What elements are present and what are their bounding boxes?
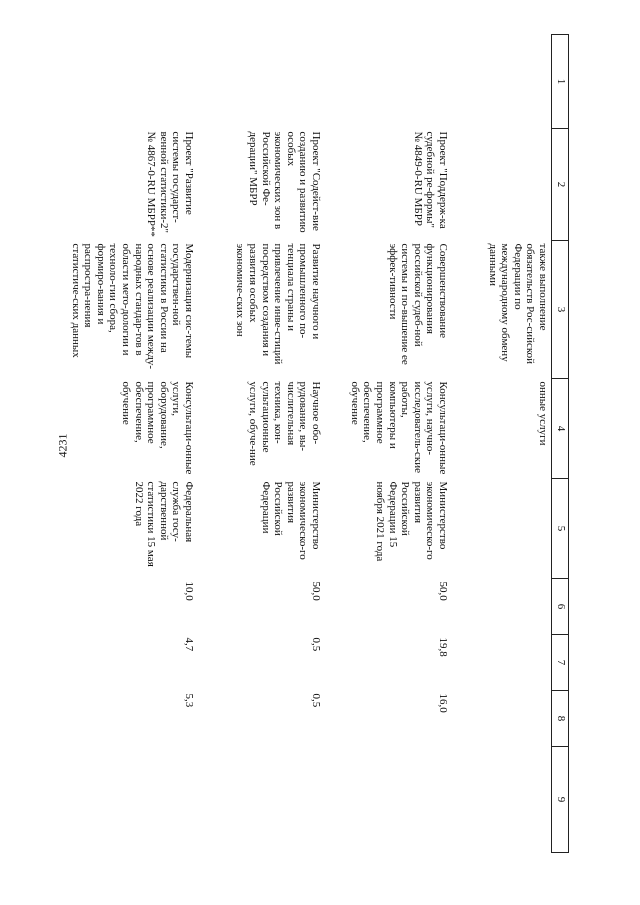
cell-goal: Развитие научного и промышленного по-тенциала страны и привлечение инве-стиций посредством создания и развития особых экономиче-ских зон xyxy=(234,243,322,365)
cell-value-7: 19,8 xyxy=(437,637,449,657)
cell-amount: 50,0 xyxy=(310,581,322,601)
cell-number xyxy=(197,35,324,129)
header-col-9: 9 xyxy=(552,747,569,853)
cell-goal: Модернизация сис-темы государствен-ной статистики в России на основе реализации между-народных стандар-тов в области мето-дологии и техноло-гии сбора, формиро-вания и распростра-нения статистиче-ских данных xyxy=(69,243,195,370)
rotated-table-container xyxy=(69,34,569,852)
table-row xyxy=(451,35,552,853)
cell-procurement: Научное обо-рудование, вы-числительная техника, кон-сультационные услуги, обуче-ние xyxy=(247,381,322,466)
cell-number xyxy=(67,35,197,129)
table-row xyxy=(67,35,197,853)
cell-executor: Министерство экономическо-го развития Российской Федерации xyxy=(259,481,322,560)
cell-procurement: Консультаци-онные услуги, научно-исследователь-ские работы, компьютеры и программное обеспечение, обучение xyxy=(348,381,449,475)
cell-value-9 xyxy=(67,747,197,853)
cell-procurement: онные услуги xyxy=(537,381,549,446)
cell-project: Проект "Поддерж-ка судебной ре-формы" № 4849-0-RU МБРР xyxy=(411,131,449,229)
cell-project xyxy=(451,129,552,241)
header-col-5: 5 xyxy=(552,479,569,579)
cell-value-9 xyxy=(451,747,552,853)
cell-goal: Совершенствование функционирования российской судеб-ной системы и по-вышение ее эффек-тивности xyxy=(386,243,449,365)
cell-executor: Федеральная служба госу-дарственной статистики 15 мая 2022 года xyxy=(132,481,195,567)
cell-value-9 xyxy=(324,747,451,853)
header-col-3: 3 xyxy=(552,241,569,379)
cell-value-8: 0,5 xyxy=(310,693,322,708)
cell-value-8: 16,0 xyxy=(437,693,449,713)
cell-number xyxy=(324,35,451,129)
header-col-7: 7 xyxy=(552,635,569,691)
header-row xyxy=(552,35,569,853)
cell-value-9 xyxy=(197,747,324,853)
cell-value-8: 5,3 xyxy=(183,693,195,708)
page-number: 4231 xyxy=(55,433,70,458)
cell-project: Проект "Содейст-вие созданию и развитию особых экономических зон в Российской Фе-дерации" МБРР xyxy=(247,131,322,233)
cell-value-7 xyxy=(451,635,552,691)
table-row xyxy=(324,35,451,853)
cell-number xyxy=(451,35,552,129)
cell-amount: 10,0 xyxy=(183,581,195,601)
cell-value-7: 4,7 xyxy=(183,637,195,652)
cell-value-8 xyxy=(451,691,552,747)
header-col-6: 6 xyxy=(552,579,569,635)
cell-executor: Министерство экономическо-го развития Российской Федерации 15 ноября 2021 года xyxy=(374,481,449,562)
cell-value-7: 0,5 xyxy=(310,637,322,652)
cell-goal: также выполнение обязательств Рос-сийской Федерации по международному обмену данными xyxy=(486,243,549,365)
cell-amount: 50,0 xyxy=(437,581,449,601)
cell-procurement: Консультаци-онные услуги, оборудование, программное обеспечение, обучение xyxy=(120,381,195,475)
header-col-8: 8 xyxy=(552,691,569,747)
projects-table xyxy=(67,34,569,853)
header-col-1: 1 xyxy=(552,35,569,129)
cell-executor xyxy=(451,479,552,579)
cell-amount xyxy=(451,579,552,635)
cell-project: Проект "Развитие системы государст-венной статистики-2" № 4867-0-RU МБРР** xyxy=(145,131,195,237)
table-row xyxy=(197,35,324,853)
header-col-2: 2 xyxy=(552,129,569,241)
header-col-4: 4 xyxy=(552,379,569,479)
